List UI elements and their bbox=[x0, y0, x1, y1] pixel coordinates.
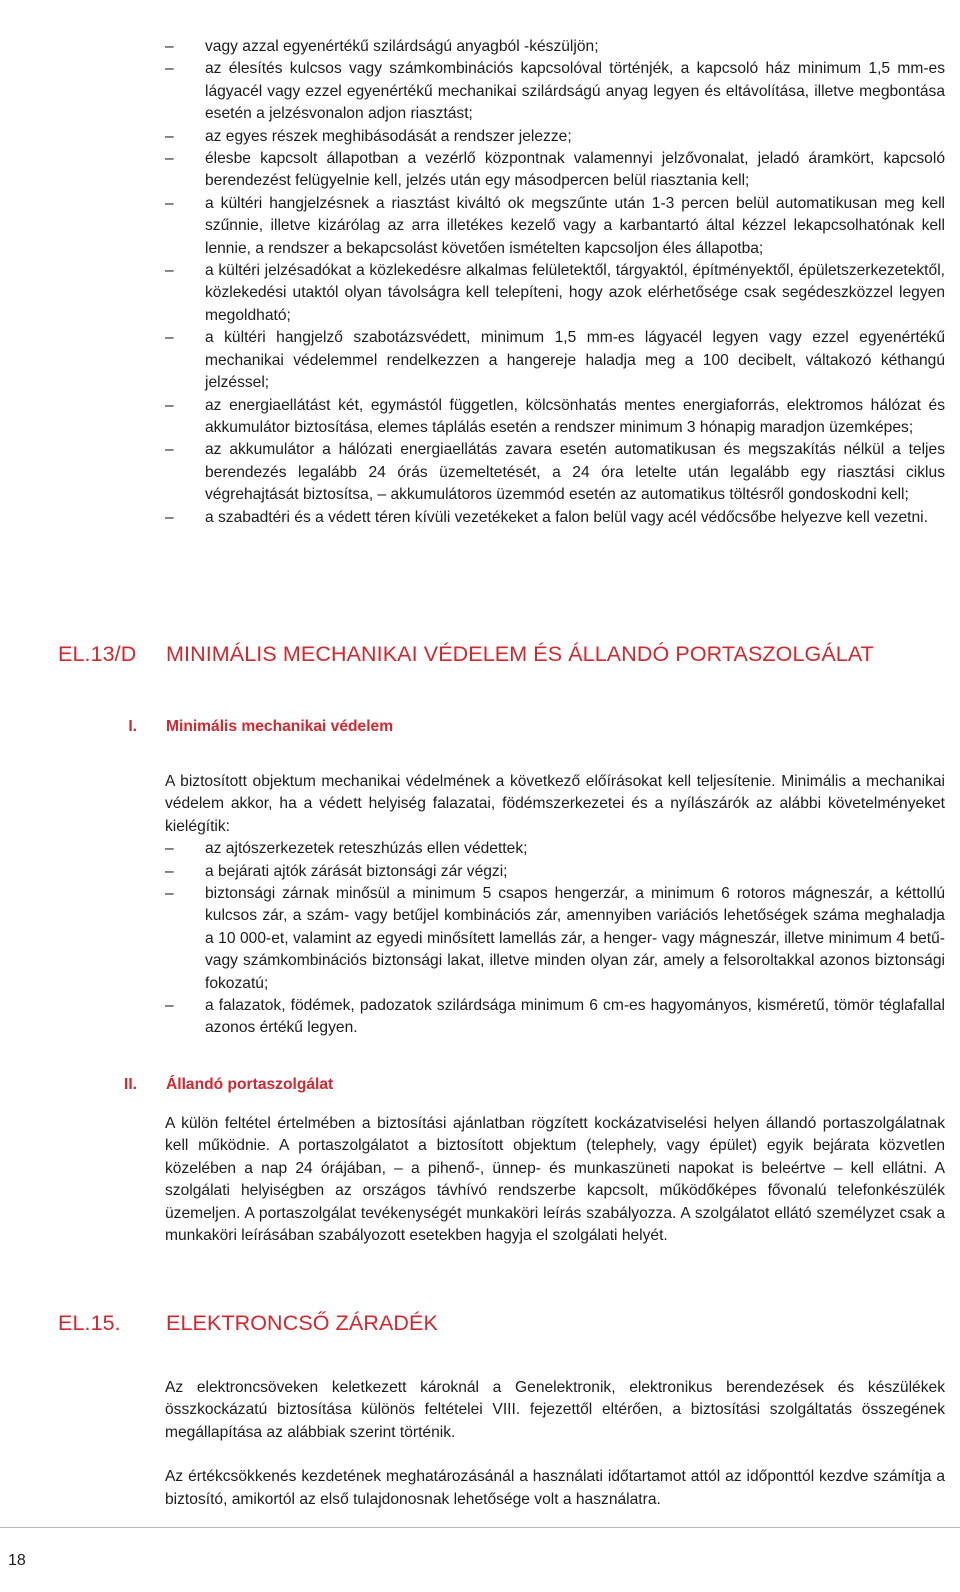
paragraph: A biztosított objektum mechanikai védelmének a következő előírásokat kell teljesítenie. Minimális a mechanikai védelem akkor, ha a védett helyiség falazatai, födémszerkezetei és a nyílászárók az alábbi követelményeket kielégítik: bbox=[165, 773, 945, 835]
subsection-heading-porter bbox=[58, 1074, 333, 1096]
subsection-title: Minimális mechanikai védelem bbox=[166, 718, 394, 735]
subsection-heading-mechanical bbox=[58, 716, 393, 738]
list-item: – a falazatok, födémek, padozatok szilárdsága minimum 6 cm-es hagyományos, kisméretű, tömör téglafallal azonos értékű legyen. bbox=[165, 995, 945, 1040]
section-heading-el15 bbox=[58, 1312, 438, 1334]
subsection-number: I. bbox=[128, 718, 137, 735]
paragraph: Az elektroncsöveken keletkezett károknál a Genelektronik, elektronikus berendezések és készülékek összkockázatú biztosítása különös feltételei VIII. fejezettől eltérően, a biztosítási szolgáltatás összegének megállapítása az alábbiak szerint történik. bbox=[165, 1379, 945, 1441]
section-title: ELEKTRONCSŐ ZÁRADÉK bbox=[166, 1311, 438, 1335]
mechanical-protection-body bbox=[165, 771, 945, 1040]
requirements-list bbox=[165, 36, 945, 529]
subsection-title: Állandó portaszolgálat bbox=[166, 1076, 334, 1093]
list-item: – a szabadtéri és a védett téren kívüli vezetékeket a falon belül vagy acél védőcsőbe helyezve kell vezetni. bbox=[165, 507, 945, 529]
list-item: – a bejárati ajtók zárását biztonsági zár végzi; bbox=[165, 861, 945, 883]
footer-divider bbox=[0, 1527, 960, 1528]
list-item: – élesbe kapcsolt állapotban a vezérlő központnak valamennyi jelzővonalat, jeladó áramkört, kapcsoló berendezést felügyelnie kell, jelzés után egy másodpercen belül riasztania kell; bbox=[165, 148, 945, 193]
list-item: – az élesítés kulcsos vagy számkombinációs kapcsolóval történjék, a kapcsoló ház minimum 1,5 mm-es lágyacél vagy ezzel egyenértékű mechanikai szilárdságú anyag legyen és eltávolítása, illetve megbontása esetén a jelzésvonalon adjon riasztást; bbox=[165, 58, 945, 125]
electron-tube-body bbox=[165, 1377, 945, 1511]
porter-service-body bbox=[165, 1113, 945, 1247]
list-item: – az egyes részek meghibásodását a rendszer jelezze; bbox=[165, 126, 945, 148]
mechanical-requirements-list bbox=[165, 838, 945, 1040]
list-item: – a kültéri hangjelző szabotázsvédett, minimum 1,5 mm-es lágyacél legyen vagy ezzel egyenértékű mechanikai védelemmel rendelkezzen a hangereje haladja meg a 100 decibelt, váltakozó kéthangú jelzéssel; bbox=[165, 327, 945, 394]
section-heading-el13d bbox=[58, 643, 874, 665]
list-item: – biztonsági zárnak minősül a minimum 5 csapos hengerzár, a minimum 6 rotoros mágneszár, a kéttollú kulcsos zár, a szám- vagy betűjel kombinációs zár, amennyiben variációs lehetőségek száma meghaladja a 10 000-et, valamint az egyedi minősített lamellás zár, a henger- vagy mágneszár, illetve minimum 4 betű- vagy számkombinációs biztonsági lakat, illetve minden olyan zár, amely a felsoroltakkal azonos biztonsági fokozatú; bbox=[165, 883, 945, 995]
paragraph: A külön feltétel értelmében a biztosítási ajánlatban rögzített kockázatviselési helyen állandó portaszolgálatnak kell működnie. A portaszolgálatot a biztosított objektum (telephely, vagy épület) egyik bejárata közvetlen közelében a nap 24 órájában, – a pihenő-, ünnep- és munkaszüneti napokat is beleértve – kell ellátni. A szolgálati helyiségben az országos távhívó rendszerbe kapcsolt, működőképes fővonalú telefonkészülék üzemeljen. A portaszolgálat tevékenységét munkaköri leírás szabályozza. A szolgálatot ellátó személyzet csak a munkaköri leírásában szabályozott esetekben hagyja el szolgálati helyét. bbox=[165, 1115, 945, 1245]
page-number: 18 bbox=[8, 1552, 26, 1569]
paragraph: Az értékcsökkenés kezdetének meghatározásánál a használati időtartamot attól az időponttól kezdve számítja a biztosító, amikortól az első tulajdonosnak lehetősége volt a használatra. bbox=[165, 1468, 945, 1508]
list-item: – az ajtószerkezetek reteszhúzás ellen védettek; bbox=[165, 838, 945, 860]
subsection-number: II. bbox=[124, 1076, 137, 1093]
list-item: – az energiaellátást két, egymástól független, kölcsönhatás mentes energiaforrás, elektromos hálózat és akkumulátor biztosítása, elemes táplálás esetén a rendszer minimum 3 hónapig maradjon üzemképes; bbox=[165, 395, 945, 440]
section-number: EL.15. bbox=[58, 1311, 121, 1335]
list-item: – az akkumulátor a hálózati energiaellátás zavara esetén automatikusan és megszakítás nélkül a teljes berendezés legalább 24 órás üzemeltetését, a 24 óra letelte után legalább egy riasztási ciklus végrehajtását biztosítsa, – akkumulátoros üzemmód esetén az automatikus töltésről gondoskodni kell; bbox=[165, 439, 945, 506]
list-item: – a kültéri hangjelzésnek a riasztást kiváltó ok megszűnte után 1-3 percen belül automatikusan meg kell szűnnie, illetve kizárólag az arra illetékes kezelő vagy a karbantartó által kézzel lekapcsolhatónak kell lennie, a rendszer a bekapcsolást követően ismételten kapcsoljon éles állapotba; bbox=[165, 193, 945, 260]
section-number: EL.13/D bbox=[58, 642, 137, 666]
list-item: – vagy azzal egyenértékű szilárdságú anyagból -készüljön; bbox=[165, 36, 945, 58]
list-item: – a kültéri jelzésadókat a közlekedésre alkalmas felületektől, tárgyaktól, építményektől, épületszerkezetektől, közlekedési utaktól olyan távolságra kell telepíteni, hogy azok elérhetősége csak segédeszközzel legyen megoldható; bbox=[165, 260, 945, 327]
section-title: MINIMÁLIS MECHANIKAI VÉDELEM ÉS ÁLLANDÓ PORTASZOLGÁLAT bbox=[166, 642, 874, 666]
